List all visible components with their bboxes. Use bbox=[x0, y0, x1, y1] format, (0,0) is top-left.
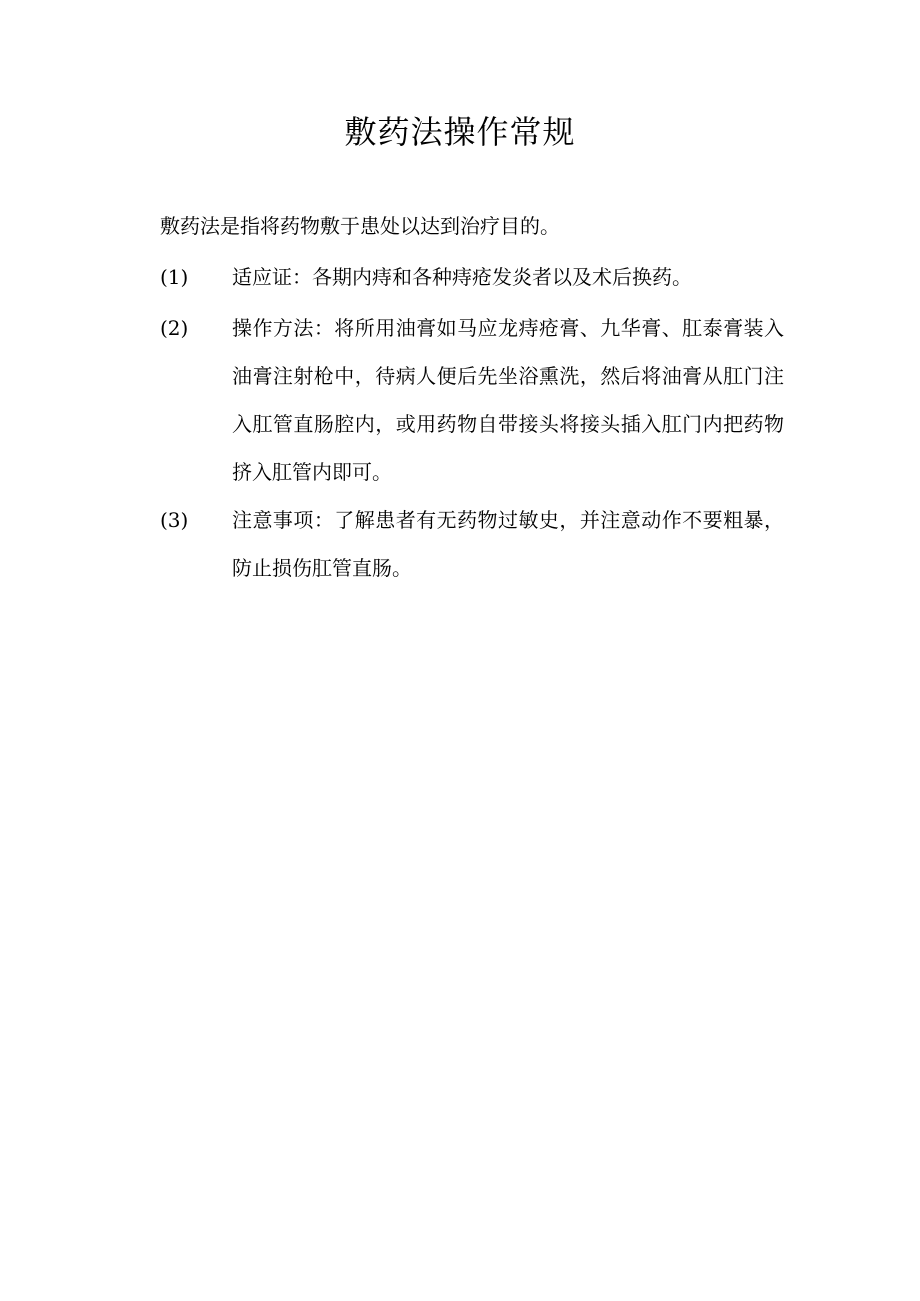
list-item-number: (3) bbox=[160, 508, 189, 532]
list-item-text: 适应证：各期内痔和各种痔疮发炎者以及术后换药。 bbox=[232, 265, 692, 289]
list-item-number: (2) bbox=[160, 316, 189, 340]
list-item-text: 操作方法：将所用油膏如马应龙痔疮膏、九华膏、肛泰膏装入油膏注射枪中，待病人便后先坐浴熏洗，然后将油膏从肛门注入肛管直肠腔内，或用药物自带接头将接头插入肛门内把药物挤入肛管内即可。 bbox=[232, 316, 784, 484]
list-item-text: 注意事项：了解患者有无药物过敏史，并注意动作不要粗暴，防止损伤肛管直肠。 bbox=[232, 508, 784, 580]
intro-paragraph: 敷药法是指将药物敷于患处以达到治疗目的。 bbox=[160, 214, 560, 238]
list-item-number: (1) bbox=[160, 265, 189, 289]
document-title: 敷药法操作常规 bbox=[344, 113, 576, 151]
